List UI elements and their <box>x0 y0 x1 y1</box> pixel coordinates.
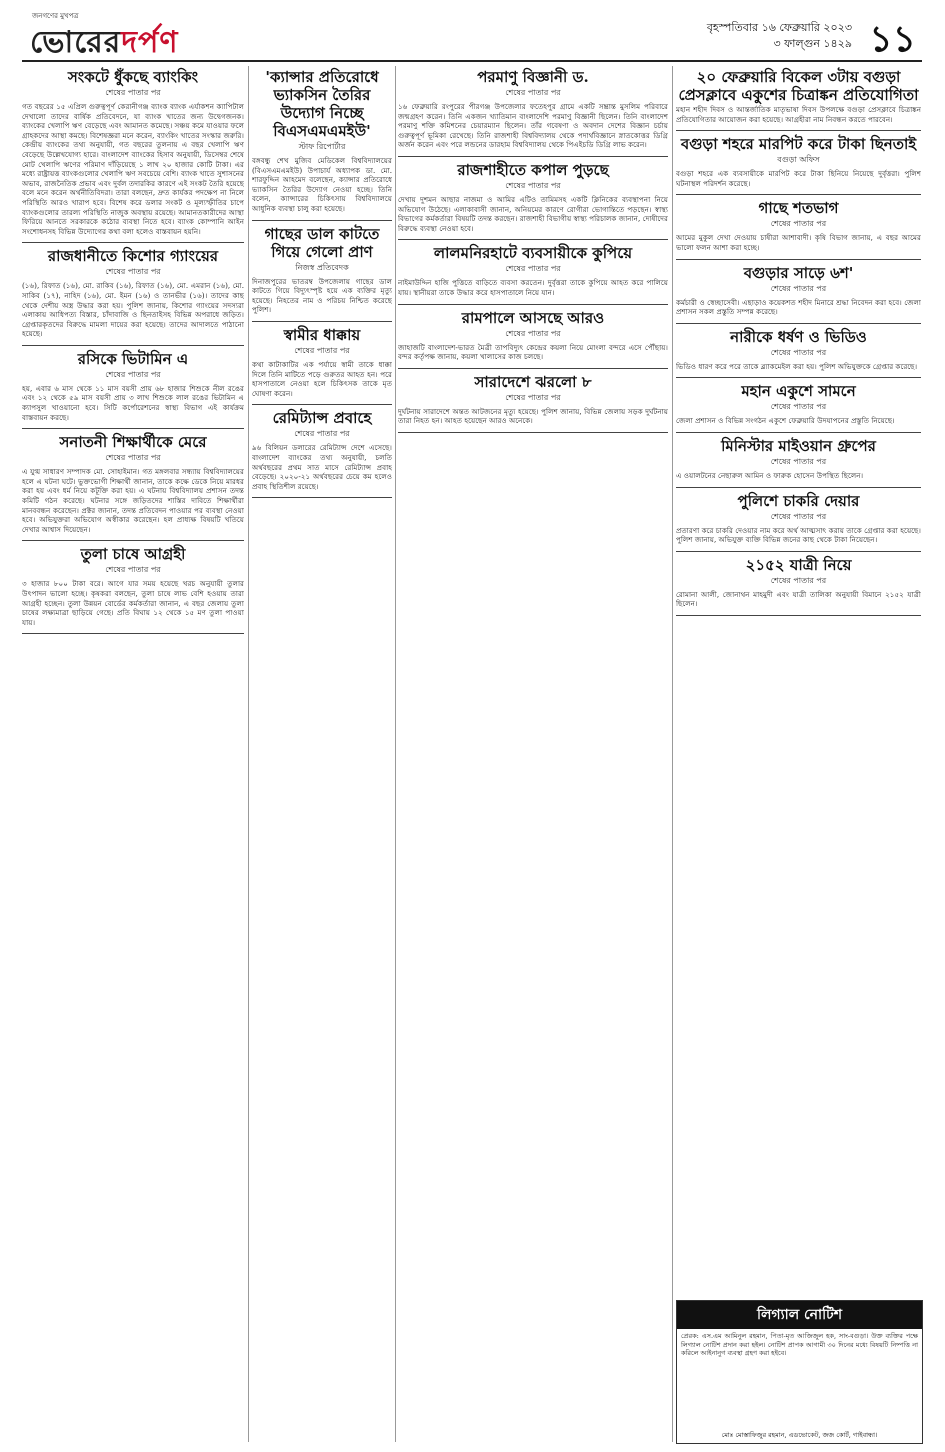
news-story <box>252 409 392 491</box>
story-divider <box>676 194 921 195</box>
story-divider <box>676 432 921 433</box>
story-body: দুর্ঘটনায় সারাদেশে অন্তত আটজনের মৃত্যু হয়েছে। পুলিশ জানায়, বিভিন্ন জেলায় সড়ক দুর্ঘটনায় তারা নিহত হন। আহত হয়েছেন আরও অনেকে। <box>398 406 668 426</box>
news-story <box>398 373 668 426</box>
story-headline: ২১৫২ যাত্রী নিয়ে <box>745 555 852 574</box>
news-story <box>676 264 921 317</box>
news-story <box>252 68 392 214</box>
legal-notice-title: লিগ্যাল নোটিশ <box>677 1301 922 1329</box>
story-body: নাইমাউদ্দিন হাজি পুত্তিতে বাড়িতে ব্যবসা করতেন। দুর্বৃত্তরা তাকে কুপিয়ে আহত করে পালিয়ে যায়। স্থানীয়রা তাকে উদ্ধার করে হাসপাতালে নিয়ে যান। <box>398 278 668 297</box>
story-headline: বগুড়ার সাড়ে ৬শ' <box>743 263 854 282</box>
story-dateline: শেষের পাতার পর <box>770 511 827 521</box>
story-headline: স্বামীর ধাক্কায় <box>283 325 361 344</box>
news-story <box>676 556 921 609</box>
story-headline: সংকটে ধুঁকছে ব্যাংকিং <box>67 68 199 86</box>
story-body: দিনাজপুরের ভাতরম্ব উপজেলায় গাছের ডাল কাটতে গিয়ে বিদ্যুৎস্পৃষ্ট হয়ে এক ব্যক্তির মৃত্যু হয়েছে। নিহতের নাম ও পরিচয় নিশ্চিত করেছে পুলিশ। <box>252 276 392 315</box>
column-1 <box>22 66 244 638</box>
date-gregorian: বৃহস্পতিবার ১৬ ফেব্রুয়ারি ২০২৩ <box>706 21 852 34</box>
story-divider <box>22 345 244 346</box>
story-divider <box>676 551 921 552</box>
story-body: ৯৬ বিলিয়ন ডলারের রেমিট্যান্স দেশে এসেছে। বাংলাদেশ ব্যাংকের তথ্য অনুযায়ী, চলতি অর্থবছরের প্রথম সাত মাসে রেমিট্যান্স প্রবাহ বেড়েছে। ২০২০-২১ অর্থবছরের চেয়ে কম হলেও প্রবাহ স্থিতিশীল রয়েছে। <box>252 443 392 491</box>
story-headline: মিনিস্টার মাইওয়ান গ্রুপের <box>721 436 876 455</box>
story-headline: ২০ ফেব্রুয়ারি বিকেল ৩টায় বগুড়া প্রেসক্লাবে একুশের চিত্রাঙ্কন প্রতিযোগিতা <box>678 68 919 104</box>
story-dateline: শেষের পাতার পর <box>505 392 561 402</box>
column-divider <box>395 66 396 1442</box>
story-headline: তুলা চাষে আগ্রহী <box>80 545 186 564</box>
logo-accent: দর্পণ <box>121 25 179 60</box>
story-body: রোমানা আলী, জোনাথন মাহমুদী এবং যাত্রী তালিকা অনুযায়ী বিমানে ২১৫২ যাত্রী ছিলেন। <box>676 589 921 609</box>
story-divider <box>398 432 668 433</box>
story-divider <box>676 130 921 131</box>
column-divider <box>248 66 249 1442</box>
story-divider <box>22 540 244 541</box>
story-dateline: শেষের পাতার পর <box>505 264 561 274</box>
story-headline: বগুড়া শহরে মারপিট করে টাকা ছিনতাই <box>680 135 917 154</box>
column-2 <box>252 66 392 502</box>
story-divider <box>22 242 244 243</box>
story-dateline: শেষের পাতার পর <box>505 180 561 190</box>
story-divider <box>676 323 921 324</box>
story-divider <box>676 615 921 616</box>
news-story <box>676 492 921 545</box>
story-dateline: স্টাফ রিপোর্টার <box>298 142 346 151</box>
story-divider <box>398 304 668 305</box>
logo-tagline: জনগণের মুখপত্র <box>32 12 79 20</box>
story-body: বঙ্গবন্ধু শেখ মুজিব মেডিকেল বিশ্ববিদ্যালয়ের (বিএসএমএমইউ) উপাচার্য অধ্যাপক ডা. মো. শারফুদ্দিন আহমেদ বলেছেন, ক্যান্সার প্রতিরোধে ভ্যাকসিন তৈরির উদ্যোগ নেওয়া হচ্ছে। তিনি বলেন, ক্যান্সারের চিকিৎসায় বিশ্ববিদ্যালয়ে আধুনিক ব্যবস্থা চালু করা হয়েছে। <box>252 156 392 213</box>
story-body: ১৬ ফেব্রুয়ারি রংপুরের পীরগঞ্জ উপজেলার ফতেহপুর গ্রামে একটি সম্ভ্রান্ত মুসলিম পরিবারে জন্মগ্রহণ করেন। তিনি একজন খ্যাতিমান বাংলাদেশি পরমাণু বিজ্ঞানী ছিলেন। তিনি বাংলাদেশ পরমাণু শক্তি কমিশনের চেয়ারম্যান ছিলেন। তাঁর গবেষণা ও অবদান দেশের বিজ্ঞান চর্চায় গুরুত্বপূর্ণ ভূমিকা রেখেছে। তিনি রাজশাহী বিশ্ববিদ্যালয় থেকে পদার্থবিজ্ঞানে স্নাতকোত্তর ডিগ্রি অর্জন করেন এবং পরে লন্ডনের ডারহাম বিশ্ববিদ্যালয় থেকে পিএইচডি ডিগ্রি লাভ করেন। <box>398 102 668 150</box>
masthead <box>22 8 922 62</box>
news-story <box>252 225 392 315</box>
story-body: (১৬), রিফাত (১৬), মো. রাকিব (১৬), রিফাত (১৬), মো. এমরান (১৬), মো. সাকিব (১৭), নাহিদ (১৬), মো. ইমন (১৬) ও তানভীর (১৬)। তাদের কাছ থেকে দেশীয় অস্ত্র উদ্ধার করা হয়। পুলিশ জানায়, কিশোর গ্যাংয়ের সদস্যরা এলাকায় আধিপত্য বিস্তার, চাঁদাবাজি ও ছিনতাইসহ বিভিন্ন অপরাধে জড়িত। গ্রেপ্তারকৃতদের বিরুদ্ধে মামলা দায়ের করা হয়েছে। তাদের আদালতে পাঠানো হয়েছে। <box>22 281 244 339</box>
story-body: জেলা প্রশাসন ও বিভিন্ন সংগঠন একুশে ফেব্রুয়ারি উদযাপনের প্রস্তুতি নিয়েছে। <box>676 416 895 426</box>
story-dateline: শেষের পাতার পর <box>770 402 827 412</box>
page-number: ১১ <box>869 18 916 60</box>
news-story <box>676 199 921 252</box>
story-divider <box>252 220 392 221</box>
story-headline: রাজশাহীতে কপাল পুড়ছে <box>457 160 609 179</box>
story-headline: সনাতনী শিক্ষার্থীকে মেরে <box>59 433 207 452</box>
story-divider <box>398 156 668 157</box>
story-dateline: বগুড়া অফিস <box>777 155 820 165</box>
news-story <box>676 68 921 124</box>
story-dateline: শেষের পাতার পর <box>105 453 161 463</box>
story-dateline: শেষের পাতার পর <box>505 328 561 338</box>
story-headline: নারীকে ধর্ষণ ও ভিডিও <box>730 327 867 346</box>
story-headline: মহান একুশে সামনে <box>741 382 856 401</box>
story-body: কর্মচারী ও স্বেচ্ছাসেবী। এছাড়াও কয়েকশত শহীদ মিনারে শ্রদ্ধা নিবেদন করা হবে। জেলা প্রশাসন সকল প্রস্তুতি সম্পন্ন করেছে। <box>676 297 921 317</box>
story-dateline: শেষের পাতার পর <box>105 267 161 277</box>
date-block <box>707 20 852 52</box>
news-story <box>676 382 921 426</box>
story-dateline: শেষের পাতার পর <box>770 456 827 466</box>
story-dateline: শেষের পাতার পর <box>105 565 161 575</box>
story-dateline: শেষের পাতার পর <box>294 345 350 355</box>
story-body: হয়, এবার ৬ মাস থেকে ১১ মাস বয়সী প্রায় ৬৮ হাজার শিশুকে নীল রঙের এবং ১২ থেকে ৫৯ মাস বয়সী প্রায় ৩ লাখ শিশুকে লাল রঙের ভিটামিন এ ক্যাপসুল খাওয়ানো হবে। সিটি কর্পোরেশনের স্বাস্থ্য বিভাগ এই কার্যক্রম বাস্তবায়ন করছে। <box>22 383 244 422</box>
news-story <box>398 309 668 362</box>
story-headline: পুলিশে চাকরি দেয়ার <box>737 491 860 510</box>
news-story <box>398 244 668 297</box>
news-story <box>676 135 921 188</box>
story-headline: লালমনিরহাটে ব্যবসায়ীকে কুপিয়ে <box>433 244 633 263</box>
story-divider <box>676 377 921 378</box>
legal-notice-footer: মোঃ মোস্তাফিজুর রহমান, এডভোকেট, জজ কোর্ট, গাইবান্ধা। <box>721 1431 878 1439</box>
story-body: মহান শহীদ দিবস ও আন্তর্জাতিক মাতৃভাষা দিবস উপলক্ষে বগুড়া প্রেসক্লাবে চিত্রাঙ্কন প্রতিযোগিতার আয়োজন করা হয়েছে। আগ্রহীরা নাম নিবন্ধন করতে পারবেন। <box>676 105 921 124</box>
story-headline: রামপালে আসছে আরও <box>461 308 605 327</box>
story-divider <box>398 239 668 240</box>
story-divider <box>22 428 244 429</box>
logo-main: ভোরের <box>30 25 122 60</box>
story-divider <box>252 321 392 322</box>
story-headline: গাছের ডাল কাটতে গিয়ে গেলো প্রাণ <box>264 224 380 261</box>
story-divider <box>252 497 392 498</box>
story-body: কথা কাটাকাটির এক পর্যায়ে স্বামী তাকে ধাক্কা দিলে তিনি মাটিতে পড়ে গুরুতর আহত হন। পরে হাসপাতালে নেওয়া হলে চিকিৎসক তাকে মৃত ঘোষণা করেন। <box>252 359 392 398</box>
story-dateline: শেষের পাতার পর <box>105 88 161 97</box>
story-body: গত বছরের ১৫ এপ্রিল গুরুত্বপূর্ণ কেরানীগঞ্জ ব্যাংক ব্যাংক এর্যাকশন ক্যাপিটাল দেখালো তাদের বার্ষিক প্রতিবেদনে, যা ব্যাংক খাতের জন্য উদ্বেগজনক। ব্যাংকের খেলাপি ঋণ বেড়েছে এবং আমানত কমেছে। সঞ্চয় কমে যাওয়ার ফলে গ্রাহকদের আস্থা কমছে। বিশেষজ্ঞরা মনে করেন, ব্যাংকিং খাতের সংস্কার জরুরি। কেন্দ্রীয় ব্যাংকের তথ্য অনুযায়ী, গত বছরের তুলনায় এ বছর খেলাপি ঋণ বেড়েছে উল্লেখযোগ্য হারে। বাংলাদেশ ব্যাংকের হিসাব অনুযায়ী, ডিসেম্বর শেষে মোট খেলাপি ঋণের পরিমাণ দাঁড়িয়েছে ১ লাখ ২০ হাজার কোটি টাকা। এর মধ্যে রাষ্ট্রায়ত্ত ব্যাংকগুলোর খেলাপি ঋণ সবচেয়ে বেশি। ব্যাংক খাতে সুশাসনের অভাব, রাজনৈতিক প্রভাব এবং দুর্বল তদারকির কারণে এই সংকট তৈরি হয়েছে বলে মনে করেন অর্থনীতিবিদরা। তারা বলছেন, দ্রুত কার্যকর পদক্ষেপ না নিলে পরিস্থিতি আরও খারাপ হবে। বিশেষ করে ডলার সংকট ও মূল্যস্ফীতির চাপে ব্যাংকগুলোর তারল্য পরিস্থিতি নাজুক অবস্থায় রয়েছে। আমানতকারীদের আস্থা ফিরিয়ে আনতে সরকারকে কঠোর ব্যবস্থা নিতে হবে। ব্যাংক কোম্পানি আইন সংশোধনসহ বিভিন্ন উদ্যোগের কথা বলা হলেও বাস্তবায়ন হয়নি। <box>22 102 244 236</box>
column-3 <box>398 66 668 437</box>
story-dateline: শেষের পাতার পর <box>770 347 827 357</box>
legal-notice-body: প্রেরক: এস.এম আমিনুল রহমান, পিতা-মৃত আজিজুল হক, সাং-বগুড়া। উক্ত ব্যক্তির পক্ষে লিগ্যাল নোটিশ প্রদান করা হইল। নোটিশ প্রাপক আগামী ৩০ দিনের মধ্যে বিষয়টি নিষ্পত্তি না করিলে আইনানুগ ব্যবস্থা গ্রহণ করা হইবে। <box>681 1332 918 1358</box>
story-divider <box>676 487 921 488</box>
story-body: ভিডিও ধারণ করে পরে তাকে ব্ল্যাকমেইল করা হয়। পুলিশ অভিযুক্তকে গ্রেপ্তার করেছে। <box>676 361 918 371</box>
story-body: বগুড়া শহরে এক ব্যবসায়ীকে মারপিট করে টাকা ছিনিয়ে নিয়েছে দুর্বৃত্তরা। পুলিশ ঘটনাস্থল পরিদর্শন করেছে। <box>676 169 921 188</box>
story-divider <box>22 633 244 634</box>
story-body: দেখায় দুশমন আছার নাজমা ও আমির এটিও তামিমসহ একটি ক্লিনিকের ব্যবস্থাপনা নিয়ে অভিযোগ উঠেছে। এলাকাবাসী জানান, অনিয়মের কারণে রোগীরা ভোগান্তিতে পড়ছেন। স্বাস্থ্য বিভাগের কর্মকর্তারা বিষয়টি তদন্ত করছেন। রাজশাহী বিভাগীয় স্বাস্থ্য পরিচালক জানান, দোষীদের বিরুদ্ধে ব্যবস্থা নেওয়া হবে। <box>398 194 668 233</box>
story-headline: রাজধানীতে কিশোর গ্যাংয়ের <box>47 247 219 266</box>
story-dateline: শেষের পাতার পর <box>505 88 561 97</box>
story-divider <box>676 259 921 260</box>
story-body: জাহাজটি বাংলাদেশ-ভারত মৈত্রী তাপবিদ্যুৎ কেন্দ্রের কয়লা নিয়ে মোংলা বন্দরে এসে পৌঁছায়। বন্দর কর্তৃপক্ষ জানায়, কয়লা খালাসের কাজ চলছে। <box>398 342 668 362</box>
story-body: ৩ হাজার ৮০০ টাকা বরে। আগে যার সময় হয়েছে খরচ অনুযায়ী তুলার উৎপাদন ভালো হচ্ছে। কৃষকরা বলছেন, তুলা চাষে লাভ বেশি হওয়ায় তারা আগ্রহী হচ্ছেন। তুলা উন্নয়ন বোর্ডের কর্মকর্তারা জানান, এ বছর জেলায় তুলা চাষের লক্ষ্যমাত্রা ছাড়িয়ে গেছে। প্রতি বিঘায় ১২ থেকে ১৫ মণ তুলা পাওয়া যায়। <box>22 579 244 627</box>
story-divider <box>398 368 668 369</box>
story-dateline: শেষের পাতার পর <box>105 369 161 379</box>
story-body: আমের মুকুল দেখা দেওয়ায় চাষীরা আশাবাদী। কৃষি বিভাগ জানায়, এ বছর আমের ভালো ফলন আশা করা হচ্ছে। <box>676 233 921 252</box>
news-story <box>22 433 244 534</box>
news-story <box>398 68 668 150</box>
story-dateline: নিজস্ব প্রতিবেদক <box>295 262 349 272</box>
news-story <box>676 328 921 372</box>
news-story <box>398 161 668 233</box>
newspaper-logo <box>30 18 179 69</box>
story-divider <box>252 404 392 405</box>
story-body: প্রতারণা করে চাকরি দেওয়ার নাম করে অর্থ আত্মসাৎ করায় তাকে গ্রেপ্তার করা হয়েছে। পুলিশ জানায়, অভিযুক্ত ব্যক্তি বিভিন্ন জনের কাছ থেকে টাকা নিয়েছেন। <box>676 525 921 545</box>
story-dateline: শেষের পাতার পর <box>770 283 827 293</box>
story-headline: 'ক্যান্সার প্রতিরোধে ভ্যাকসিন তৈরির উদ্যোগ নিচ্ছে বিএসএমএমইউ' <box>265 68 379 140</box>
story-headline: রসিকে ভিটামিন এ <box>77 349 189 368</box>
news-story <box>252 326 392 398</box>
story-body: এ ওয়ালটনের নেছারুল আমিন ও ফারুক হোসেন উপস্থিত ছিলেন। <box>676 470 864 480</box>
news-story <box>22 68 244 236</box>
news-story <box>676 437 921 481</box>
story-headline: গাছে শতভাগ <box>758 199 839 218</box>
story-headline: পরমাণু বিজ্ঞানী ড. <box>477 68 589 86</box>
news-story <box>22 247 244 339</box>
story-headline: সারাদেশে ঝরলো ৮ <box>474 372 592 391</box>
legal-notice <box>676 1300 923 1444</box>
news-story <box>22 350 244 422</box>
story-dateline: শেষের পাতার পর <box>294 429 350 439</box>
date-bengali: ৩ ফাল্গুন ১৪২৯ <box>773 37 852 50</box>
story-headline: রেমিট্যান্স প্রবাহে <box>272 409 372 428</box>
news-story <box>22 545 244 627</box>
column-divider <box>672 66 673 1442</box>
story-dateline: শেষের পাতার পর <box>770 219 827 229</box>
column-4 <box>676 66 921 620</box>
story-body: এ যুগ্ম সাধারণ সম্পাদক মো. সোহাইমান। গত মঙ্গলবার সন্ধ্যায় বিশ্ববিদ্যালয়ের হলে এ ঘটনা ঘটে। ভুক্তভোগী শিক্ষার্থী জানান, তাকে কক্ষে ডেকে নিয়ে মারধর করা হয় এবং ধর্ম নিয়ে কটূক্তি করা হয়। এ ঘটনায় বিশ্ববিদ্যালয় প্রশাসন তদন্ত কমিটি গঠন করেছে। ঘটনার সঙ্গে জড়িতদের শাস্তির দাবিতে শিক্ষার্থীরা মানববন্ধন করেছেন। প্রক্টর জানান, তদন্ত প্রতিবেদন পাওয়ার পর ব্যবস্থা নেওয়া হবে। অভিযুক্তরা অভিযোগ অস্বীকার করেছেন। হল প্রাধ্যক্ষ বিষয়টি খতিয়ে দেখার আশ্বাস দিয়েছেন। <box>22 467 244 534</box>
story-dateline: শেষের পাতার পর <box>770 575 827 585</box>
